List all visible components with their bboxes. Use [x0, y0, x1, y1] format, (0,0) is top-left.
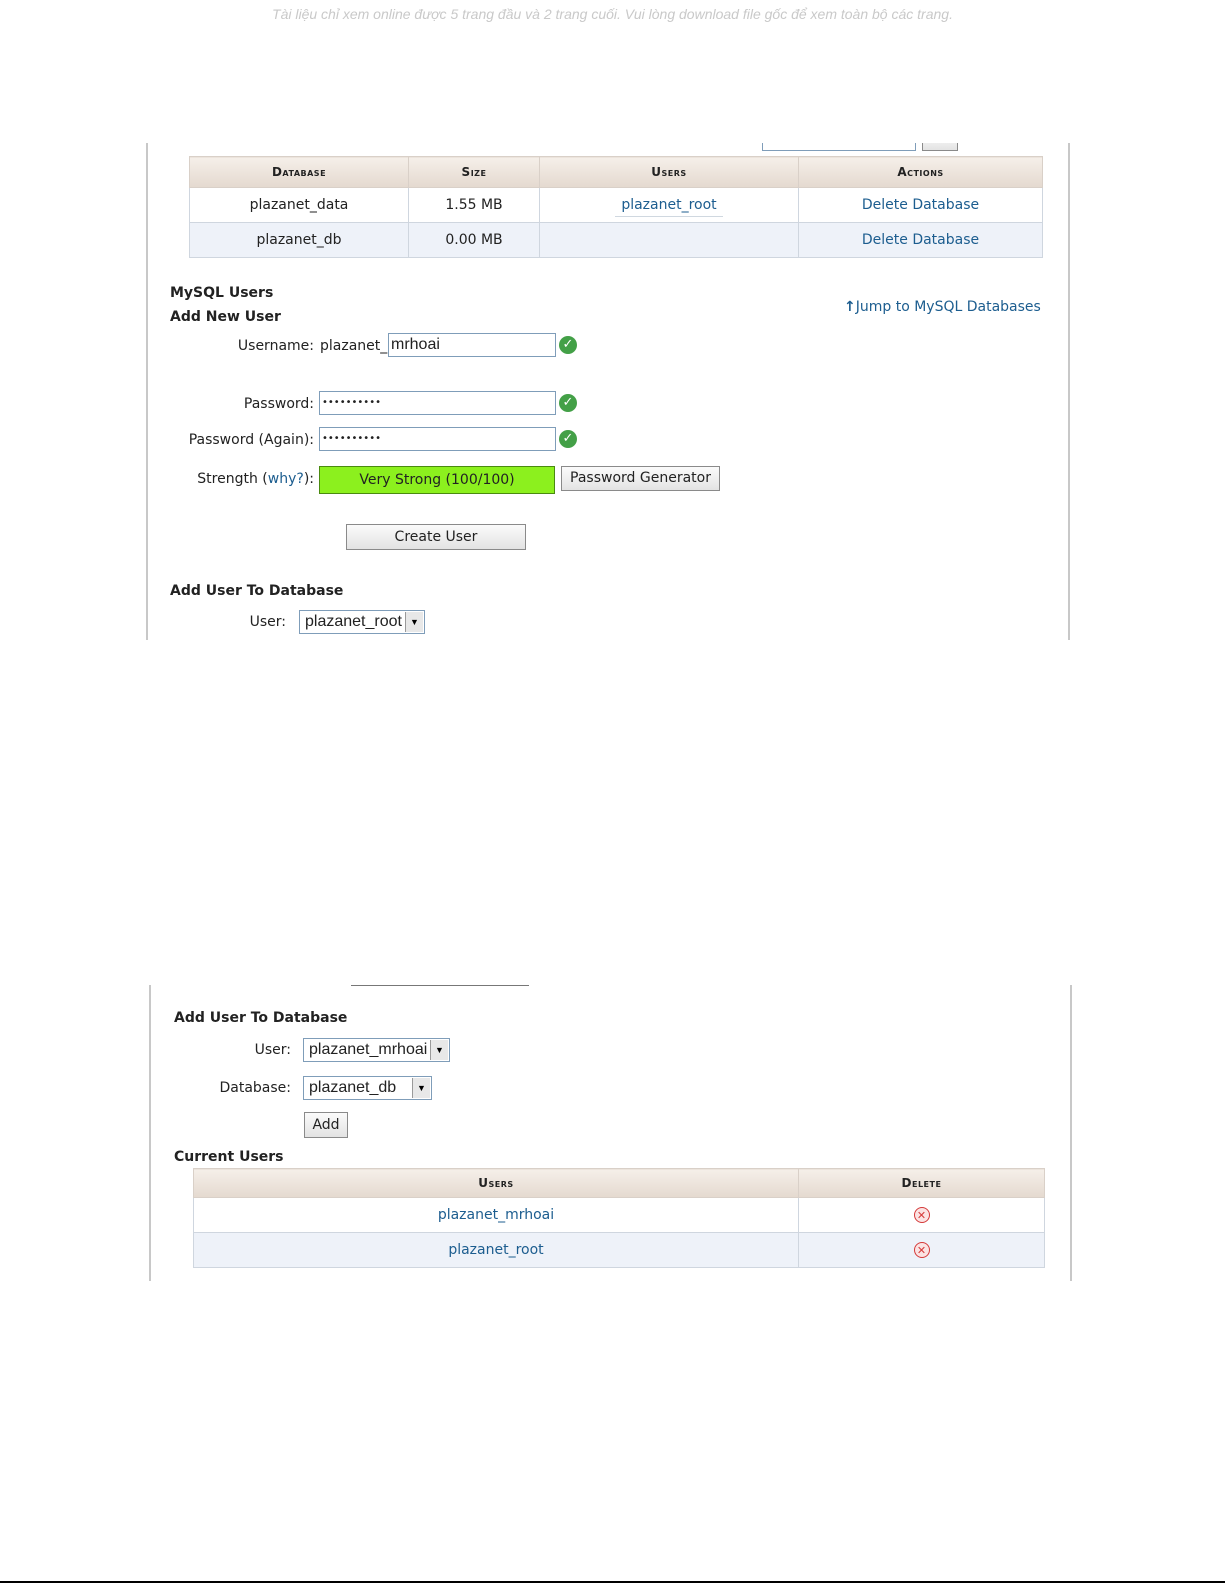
user-label: User:: [249, 614, 286, 630]
delete-database-link-text[interactable]: Delete Database: [861, 197, 980, 213]
table-row: [190, 188, 1043, 223]
password-again-input[interactable]: [319, 427, 556, 451]
delete-x-icon[interactable]: ✕: [914, 1207, 930, 1223]
strength-meter: [319, 466, 555, 494]
current-user-link[interactable]: [194, 1233, 799, 1268]
user-link[interactable]: plazanet_root: [615, 197, 722, 217]
database-size: 1.55 MB: [409, 188, 540, 223]
database-size: 0.00 MB: [409, 223, 540, 258]
watermark-text: Tài liệu chỉ xem online được 5 trang đầu và 2 trang cuối. Vui lòng download file gốc để xem toàn bộ các trang.: [272, 6, 953, 22]
password-again-label: Password (Again):: [188, 432, 314, 448]
database-select-value: plazanet_db: [309, 1079, 397, 1096]
username-label: Username:: [237, 338, 314, 354]
col-header-actions: Actions: [799, 157, 1043, 188]
current-users-title: Current Users: [174, 1149, 284, 1165]
screenshot-add-user-to-database: [149, 985, 1072, 1281]
user-select-value: plazanet_root: [305, 613, 402, 630]
up-arrow-icon: ↑: [844, 299, 856, 315]
add-button[interactable]: Add: [304, 1112, 348, 1138]
database-user-link[interactable]: [540, 188, 799, 223]
delete-x-icon[interactable]: ✕: [914, 1242, 930, 1258]
screenshot-mysql-users: [146, 143, 1070, 640]
checkmark-icon: ✓: [559, 430, 577, 448]
table-row: [194, 1198, 1045, 1233]
col-header-database: Database: [190, 157, 409, 188]
database-label: Database:: [219, 1080, 291, 1096]
add-new-user-title: Add New User: [170, 309, 281, 325]
search-go-button[interactable]: [922, 143, 958, 151]
databases-header-row: [190, 157, 1043, 188]
user-select[interactable]: [303, 1038, 450, 1062]
user-link[interactable]: plazanet_mrhoai: [437, 1207, 555, 1223]
jump-to-databases-link[interactable]: [844, 299, 1041, 315]
delete-user-cell[interactable]: [799, 1233, 1045, 1268]
strength-why-link[interactable]: why?: [267, 471, 304, 487]
current-users-table: [193, 1168, 1045, 1268]
create-user-button[interactable]: Create User: [346, 524, 526, 550]
user-link[interactable]: plazanet_root: [448, 1242, 544, 1258]
table-row: [194, 1233, 1045, 1268]
current-user-link[interactable]: [194, 1198, 799, 1233]
password-label: Password:: [243, 396, 314, 412]
strength-label: Strength: [197, 471, 258, 487]
user-select-value: plazanet_mrhoai: [309, 1041, 428, 1058]
delete-database-link[interactable]: [799, 223, 1043, 258]
strength-value: Very Strong (100/100): [359, 472, 515, 488]
username-prefix: plazanet_: [320, 338, 388, 354]
col-header-delete: Delete: [799, 1169, 1045, 1198]
user-label: User:: [254, 1042, 291, 1058]
checkmark-icon: ✓: [559, 336, 577, 354]
database-name: plazanet_db: [190, 223, 409, 258]
chevron-down-icon: ▼: [412, 1078, 430, 1098]
current-users-header-row: [194, 1169, 1045, 1198]
password-input-value: ••••••••••: [322, 397, 381, 408]
delete-database-link[interactable]: [799, 188, 1043, 223]
username-input-value: mrhoai: [391, 336, 440, 353]
user-select[interactable]: [299, 610, 425, 634]
col-header-users: Users: [540, 157, 799, 188]
page-bottom-border: [0, 1581, 1225, 1583]
divider-line: [351, 985, 529, 986]
search-input[interactable]: [762, 143, 916, 151]
table-row: [190, 223, 1043, 258]
password-generator-button[interactable]: Password Generator: [561, 466, 720, 491]
database-user-link: [540, 223, 799, 258]
databases-table: [189, 156, 1043, 258]
col-header-size: Size: [409, 157, 540, 188]
chevron-down-icon: ▼: [405, 612, 423, 632]
database-select[interactable]: [303, 1076, 432, 1100]
username-input[interactable]: [388, 333, 556, 357]
jump-link-label: Jump to MySQL Databases: [855, 299, 1041, 315]
delete-database-link-text[interactable]: Delete Database: [861, 232, 980, 248]
database-name: plazanet_data: [190, 188, 409, 223]
col-header-users: Users: [194, 1169, 799, 1198]
add-user-to-database-title: Add User To Database: [174, 1010, 348, 1026]
checkmark-icon: ✓: [559, 394, 577, 412]
chevron-down-icon: ▼: [430, 1040, 448, 1060]
mysql-users-title: MySQL Users: [170, 285, 274, 301]
delete-user-cell[interactable]: [799, 1198, 1045, 1233]
strength-label-group: Strength (why?):: [197, 471, 314, 487]
password-input[interactable]: [319, 391, 556, 415]
password-again-input-value: ••••••••••: [322, 433, 381, 444]
add-user-to-database-title: Add User To Database: [170, 583, 344, 599]
